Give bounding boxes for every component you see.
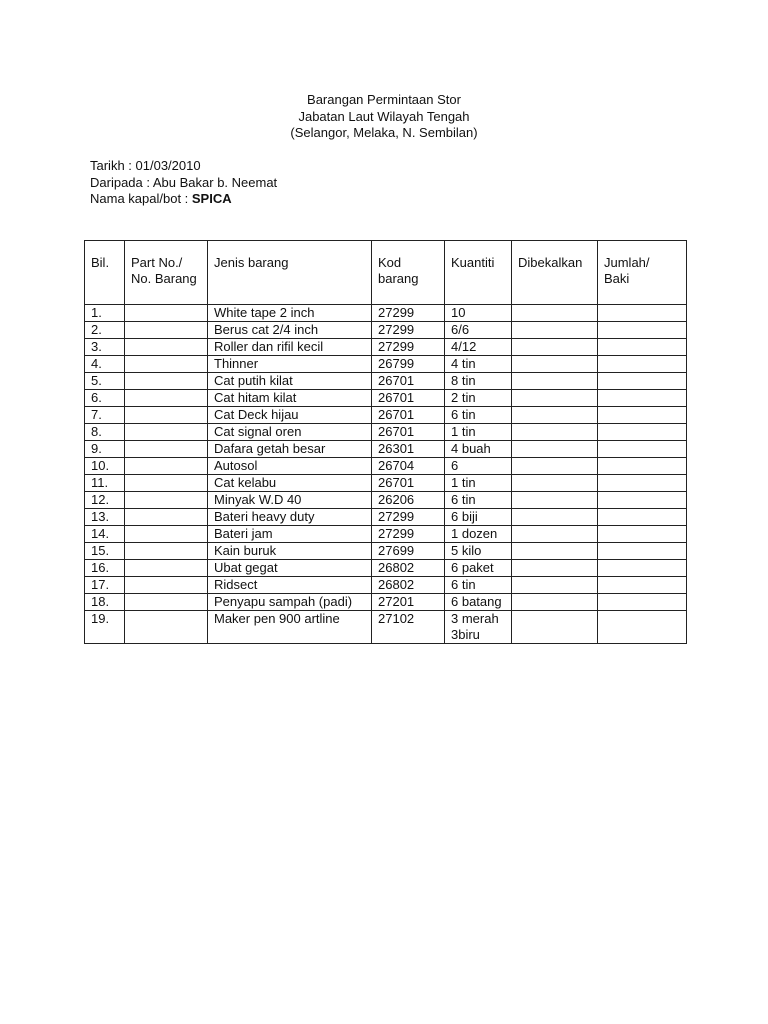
balance-cell (598, 424, 687, 441)
supplied-cell (512, 577, 598, 594)
document-title: Barangan Permintaan Stor (307, 92, 461, 107)
item-name-cell: Berus cat 2/4 inch (208, 322, 372, 339)
part-number-cell (125, 577, 208, 594)
item-name-cell: Bateri jam (208, 526, 372, 543)
table-row (85, 611, 687, 644)
supplied-cell (512, 390, 598, 407)
header-bil: Bil. (85, 241, 125, 305)
balance-cell (598, 560, 687, 577)
part-number-cell (125, 458, 208, 475)
vessel-line (90, 191, 277, 208)
table-row (85, 594, 687, 611)
quantity-cell: 2 tin (445, 390, 512, 407)
quantity-cell: 4 buah (445, 441, 512, 458)
part-number-cell (125, 441, 208, 458)
supplied-cell (512, 560, 598, 577)
item-code-cell: 26701 (372, 390, 445, 407)
quantity-cell: 6/6 (445, 322, 512, 339)
item-name-cell: White tape 2 inch (208, 305, 372, 322)
row-number: 19. (85, 611, 125, 644)
table-row (85, 390, 687, 407)
item-name-cell: Cat Deck hijau (208, 407, 372, 424)
row-number: 5. (85, 373, 125, 390)
table-row (85, 373, 687, 390)
item-name-cell: Autosol (208, 458, 372, 475)
balance-cell (598, 441, 687, 458)
table-row (85, 322, 687, 339)
header-kod-line1: Kod (378, 255, 402, 270)
header-jenis: Jenis barang (208, 241, 372, 305)
supplied-cell (512, 441, 598, 458)
item-code-cell: 27299 (372, 339, 445, 356)
quantity-cell: 1 tin (445, 475, 512, 492)
part-number-cell (125, 390, 208, 407)
supplied-cell (512, 475, 598, 492)
item-name-cell: Penyapu sampah (padi) (208, 594, 372, 611)
item-name-cell: Kain buruk (208, 543, 372, 560)
item-code-cell: 26701 (372, 424, 445, 441)
part-number-cell (125, 339, 208, 356)
part-number-cell (125, 373, 208, 390)
quantity-cell: 6 (445, 458, 512, 475)
header-kod-line2: barang (378, 271, 419, 286)
item-name-cell: Ridsect (208, 577, 372, 594)
item-code-cell: 26799 (372, 356, 445, 373)
item-code-cell: 26701 (372, 407, 445, 424)
balance-cell (598, 339, 687, 356)
part-number-cell (125, 492, 208, 509)
item-code-cell: 27299 (372, 305, 445, 322)
supplied-cell (512, 424, 598, 441)
item-name-cell: Bateri heavy duty (208, 509, 372, 526)
requester-line: Daripada : Abu Bakar b. Neemat (90, 174, 278, 190)
item-name-cell: Ubat gegat (208, 560, 372, 577)
part-number-cell (125, 543, 208, 560)
table-row (85, 356, 687, 373)
part-number-cell (125, 475, 208, 492)
header-part-no-line2: No. Barang (131, 271, 197, 286)
part-number-cell (125, 611, 208, 644)
part-number-cell (125, 560, 208, 577)
table-row (85, 339, 687, 356)
row-number: 11. (85, 475, 125, 492)
table-row (85, 526, 687, 543)
quantity-cell: 6 batang (445, 594, 512, 611)
row-number: 2. (85, 322, 125, 339)
supplied-cell (512, 407, 598, 424)
balance-cell (598, 611, 687, 644)
quantity-cell: 5 kilo (445, 543, 512, 560)
vessel-label: Nama kapal/bot : (90, 191, 192, 206)
item-code-cell: 26701 (372, 475, 445, 492)
item-code-cell: 27102 (372, 611, 445, 644)
header-kuantiti: Kuantiti (445, 241, 512, 305)
department-name: Jabatan Laut Wilayah Tengah (298, 108, 470, 124)
row-number: 14. (85, 526, 125, 543)
row-number: 3. (85, 339, 125, 356)
part-number-cell (125, 322, 208, 339)
balance-cell (598, 475, 687, 492)
row-number: 13. (85, 509, 125, 526)
balance-cell (598, 305, 687, 322)
quantity-cell: 10 (445, 305, 512, 322)
row-number: 4. (85, 356, 125, 373)
item-code-cell: 27299 (372, 322, 445, 339)
quantity-cell: 6 paket (445, 560, 512, 577)
part-number-cell (125, 356, 208, 373)
date-line: Tarikh : 01/03/2010 (90, 158, 201, 173)
items-table (84, 240, 687, 644)
table-row (85, 560, 687, 577)
table-row (85, 407, 687, 424)
supplied-cell (512, 458, 598, 475)
header-kod (372, 241, 445, 305)
row-number: 17. (85, 577, 125, 594)
row-number: 1. (85, 305, 125, 322)
row-number: 6. (85, 390, 125, 407)
item-code-cell: 27201 (372, 594, 445, 611)
part-number-cell (125, 305, 208, 322)
table-row (85, 543, 687, 560)
item-name-cell: Cat putih kilat (208, 373, 372, 390)
table-row (85, 492, 687, 509)
quantity-cell: 6 biji (445, 509, 512, 526)
supplied-cell (512, 373, 598, 390)
region-list: (Selangor, Melaka, N. Sembilan) (290, 125, 478, 140)
item-name-cell: Thinner (208, 356, 372, 373)
document-header (0, 92, 768, 142)
quantity-cell: 6 tin (445, 577, 512, 594)
part-number-cell (125, 594, 208, 611)
table-row (85, 475, 687, 492)
table-body (85, 305, 687, 644)
part-number-cell (125, 407, 208, 424)
balance-cell (598, 543, 687, 560)
quantity-cell: 1 dozen (445, 526, 512, 543)
balance-cell (598, 458, 687, 475)
header-part-no (125, 241, 208, 305)
item-code-cell: 26701 (372, 373, 445, 390)
part-number-cell (125, 526, 208, 543)
item-name-cell: Dafara getah besar (208, 441, 372, 458)
part-number-cell (125, 424, 208, 441)
balance-cell (598, 577, 687, 594)
header-dibekalkan: Dibekalkan (512, 241, 598, 305)
item-code-cell: 27699 (372, 543, 445, 560)
item-code-cell: 26301 (372, 441, 445, 458)
header-jumlah (598, 241, 687, 305)
balance-cell (598, 492, 687, 509)
quantity-cell: 4 tin (445, 356, 512, 373)
balance-cell (598, 356, 687, 373)
table-row (85, 441, 687, 458)
row-number: 15. (85, 543, 125, 560)
row-number: 18. (85, 594, 125, 611)
supplied-cell (512, 611, 598, 644)
row-number: 10. (85, 458, 125, 475)
quantity-cell: 6 tin (445, 492, 512, 509)
table-row (85, 458, 687, 475)
supplied-cell (512, 339, 598, 356)
row-number: 9. (85, 441, 125, 458)
item-code-cell: 27299 (372, 509, 445, 526)
item-name-cell: Cat signal oren (208, 424, 372, 441)
supplied-cell (512, 305, 598, 322)
supplied-cell (512, 526, 598, 543)
table-row (85, 577, 687, 594)
item-code-cell: 27299 (372, 526, 445, 543)
item-code-cell: 26802 (372, 577, 445, 594)
supplied-cell (512, 594, 598, 611)
quantity-cell: 6 tin (445, 407, 512, 424)
item-name-cell: Roller dan rifil kecil (208, 339, 372, 356)
table-row (85, 424, 687, 441)
quantity-cell: 3 merah 3biru (445, 611, 512, 644)
table-row (85, 509, 687, 526)
balance-cell (598, 526, 687, 543)
balance-cell (598, 407, 687, 424)
row-number: 7. (85, 407, 125, 424)
table-row (85, 305, 687, 322)
item-code-cell: 26704 (372, 458, 445, 475)
balance-cell (598, 390, 687, 407)
balance-cell (598, 373, 687, 390)
item-code-cell: 26802 (372, 560, 445, 577)
item-code-cell: 26206 (372, 492, 445, 509)
item-name-cell: Cat kelabu (208, 475, 372, 492)
header-jumlah-line2: Baki (604, 271, 630, 286)
vessel-name: SPICA (191, 191, 232, 206)
quantity-cell: 4/12 (445, 339, 512, 356)
supplied-cell (512, 356, 598, 373)
table-header-row (85, 241, 687, 305)
supplied-cell (512, 322, 598, 339)
balance-cell (598, 509, 687, 526)
balance-cell (598, 594, 687, 611)
quantity-cell: 8 tin (445, 373, 512, 390)
item-name-cell: Cat hitam kilat (208, 390, 372, 407)
quantity-cell: 1 tin (445, 424, 512, 441)
balance-cell (598, 322, 687, 339)
supplied-cell (512, 543, 598, 560)
part-number-cell (125, 509, 208, 526)
row-number: 8. (85, 424, 125, 441)
row-number: 12. (85, 492, 125, 509)
row-number: 16. (85, 560, 125, 577)
item-name-cell: Maker pen 900 artline (208, 611, 372, 644)
request-details (90, 158, 277, 208)
supplied-cell (512, 509, 598, 526)
header-part-no-line1: Part No./ (131, 255, 183, 270)
item-name-cell: Minyak W.D 40 (208, 492, 372, 509)
header-jumlah-line1: Jumlah/ (604, 255, 650, 270)
supplied-cell (512, 492, 598, 509)
